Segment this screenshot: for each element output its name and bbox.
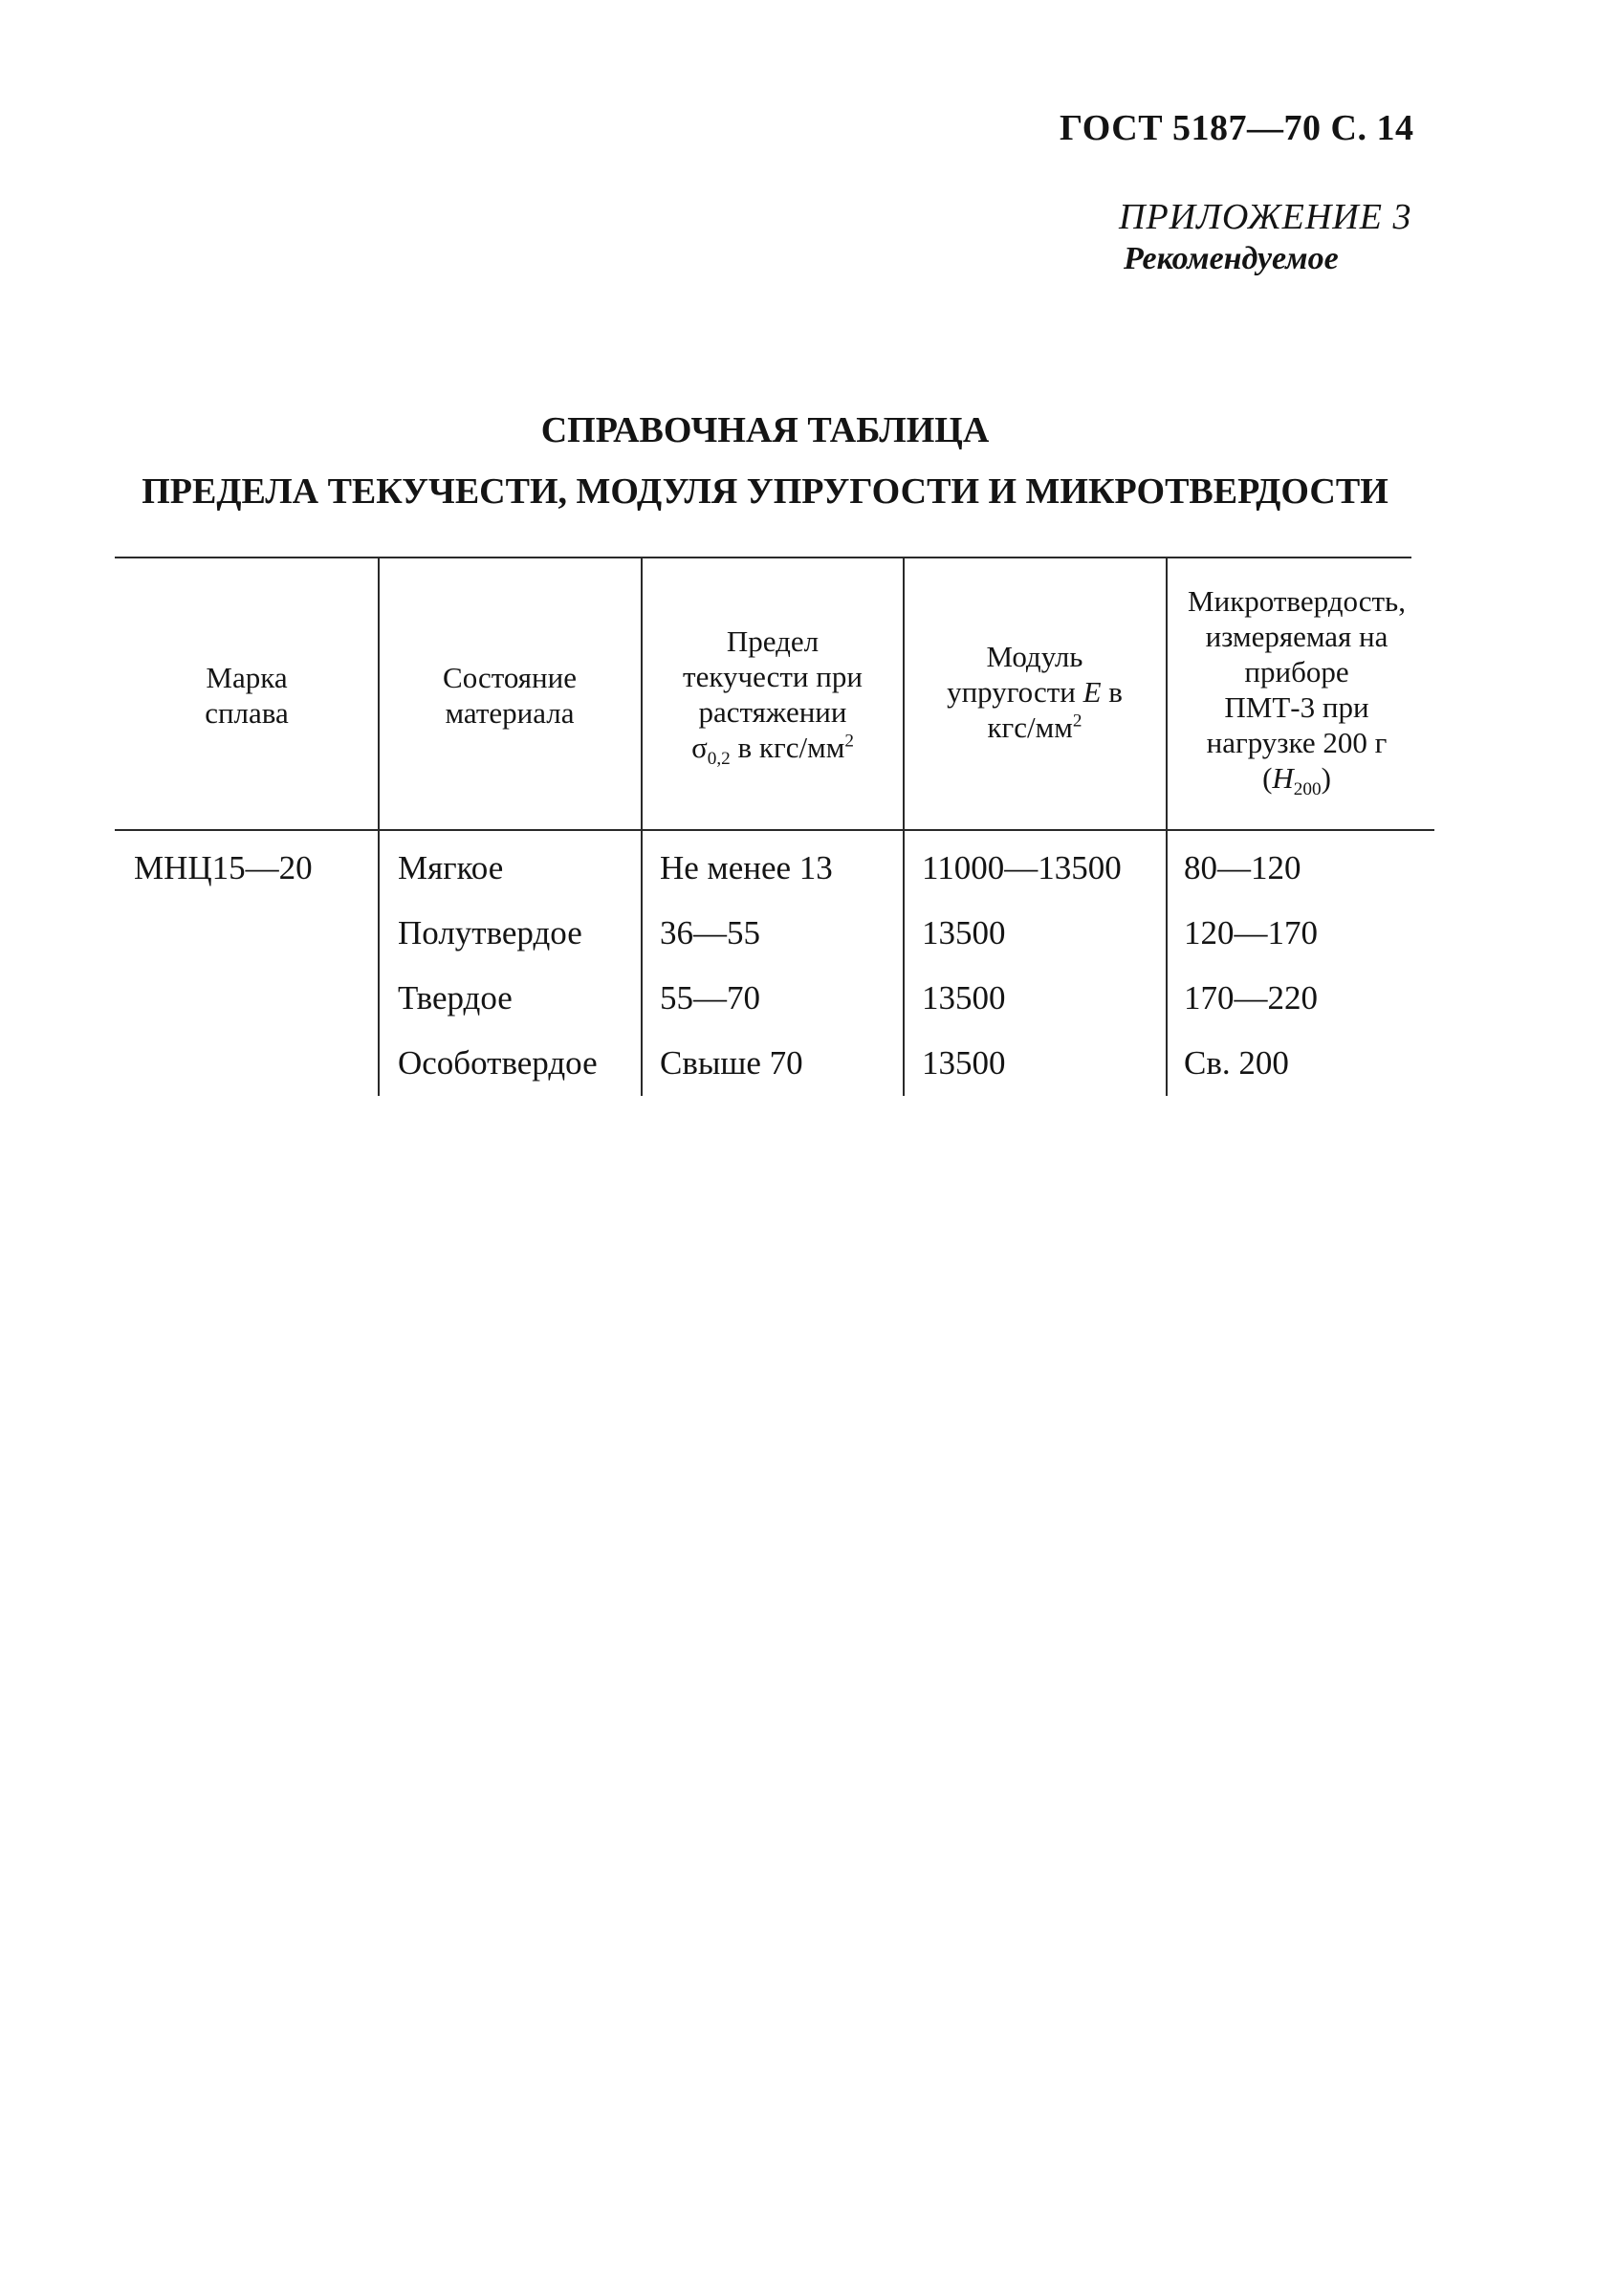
hardness-paren-open: ( (1262, 761, 1273, 795)
cell-microhardness: Св. 200 (1184, 1044, 1289, 1082)
column-header-hardness-line-1: Микротвердость, (1188, 584, 1406, 618)
column-header-microhardness (1168, 583, 1426, 800)
appendix-status: Рекомендуемое (1124, 241, 1339, 276)
cell-state: Полутвердое (398, 914, 582, 951)
table-title-line-1: СПРАВОЧНАЯ ТАБЛИЦА (540, 410, 990, 450)
column-header-state-line-1: Состояние (443, 661, 577, 694)
cell-state: Твердое (398, 979, 513, 1017)
cell-microhardness: 170—220 (1184, 979, 1318, 1017)
sigma-symbol: σ (691, 731, 708, 764)
yield-unit-superscript: 2 (844, 731, 854, 752)
cell-elastic-modulus: 11000—13500 (922, 849, 1122, 886)
column-header-modulus-line-3 (905, 710, 1165, 745)
sigma-subscript: 0,2 (707, 749, 731, 770)
table-column-divider-1 (378, 558, 380, 1096)
cell-yield-strength: Не менее 13 (660, 849, 833, 886)
hardness-paren-close: ) (1321, 761, 1331, 795)
cell-state: Особотвердое (398, 1044, 598, 1082)
modulus-line-2-tail: в (1101, 675, 1123, 709)
cell-microhardness: 80—120 (1184, 849, 1301, 886)
table-top-rule (115, 557, 1411, 558)
column-header-hardness-line-4: ПМТ-3 при (1224, 690, 1369, 724)
column-header-modulus-line-1: Модуль (986, 640, 1083, 673)
standard-page-header: ГОСТ 5187—70 С. 14 (1060, 108, 1414, 148)
cell-yield-strength: 55—70 (660, 979, 760, 1017)
column-header-hardness-line-6 (1168, 760, 1426, 800)
column-header-grade (117, 660, 377, 731)
cell-state: Мягкое (398, 849, 504, 886)
yield-unit-text: в кгс/мм (730, 731, 845, 764)
cell-alloy-grade: МНЦ15—20 (134, 849, 313, 886)
column-header-yield-line-3: растяжении (698, 695, 847, 729)
table-title-line-2: ПРЕДЕЛА ТЕКУЧЕСТИ, МОДУЛЯ УПРУГОСТИ И МИКРОТВЕРДОСТИ (142, 471, 1388, 512)
column-header-grade-line-2: сплава (205, 696, 289, 730)
column-header-yield-strength (643, 623, 903, 770)
column-header-yield-line-2: текучести при (683, 660, 863, 693)
column-header-grade-line-1: Марка (206, 661, 288, 694)
column-header-state-line-2: материала (445, 696, 575, 730)
modulus-unit-text: кгс/мм (987, 711, 1073, 744)
column-header-modulus-line-2 (905, 674, 1165, 710)
modulus-line-2-text: упругости (947, 675, 1083, 709)
column-header-state (380, 660, 640, 731)
column-header-yield-line-4 (643, 730, 903, 770)
cell-yield-strength: Свыше 70 (660, 1044, 803, 1082)
cell-yield-strength: 36—55 (660, 914, 760, 951)
cell-elastic-modulus: 13500 (922, 979, 1006, 1017)
column-header-hardness-line-3: приборе (1244, 655, 1349, 689)
hardness-subscript: 200 (1293, 779, 1322, 800)
column-header-hardness-line-2: измеряемая на (1205, 620, 1388, 653)
modulus-unit-superscript: 2 (1072, 711, 1082, 732)
cell-microhardness: 120—170 (1184, 914, 1318, 951)
appendix-label: ПРИЛОЖЕНИЕ 3 (1119, 197, 1412, 237)
cell-elastic-modulus: 13500 (922, 914, 1006, 951)
hardness-symbol: H (1272, 761, 1294, 795)
column-header-elastic-modulus (905, 639, 1165, 745)
table-header-rule (115, 829, 1434, 831)
cell-elastic-modulus: 13500 (922, 1044, 1006, 1082)
column-header-hardness-line-5: нагрузке 200 г (1206, 726, 1388, 759)
modulus-symbol: E (1082, 675, 1102, 709)
column-header-yield-line-1: Предел (726, 624, 820, 658)
